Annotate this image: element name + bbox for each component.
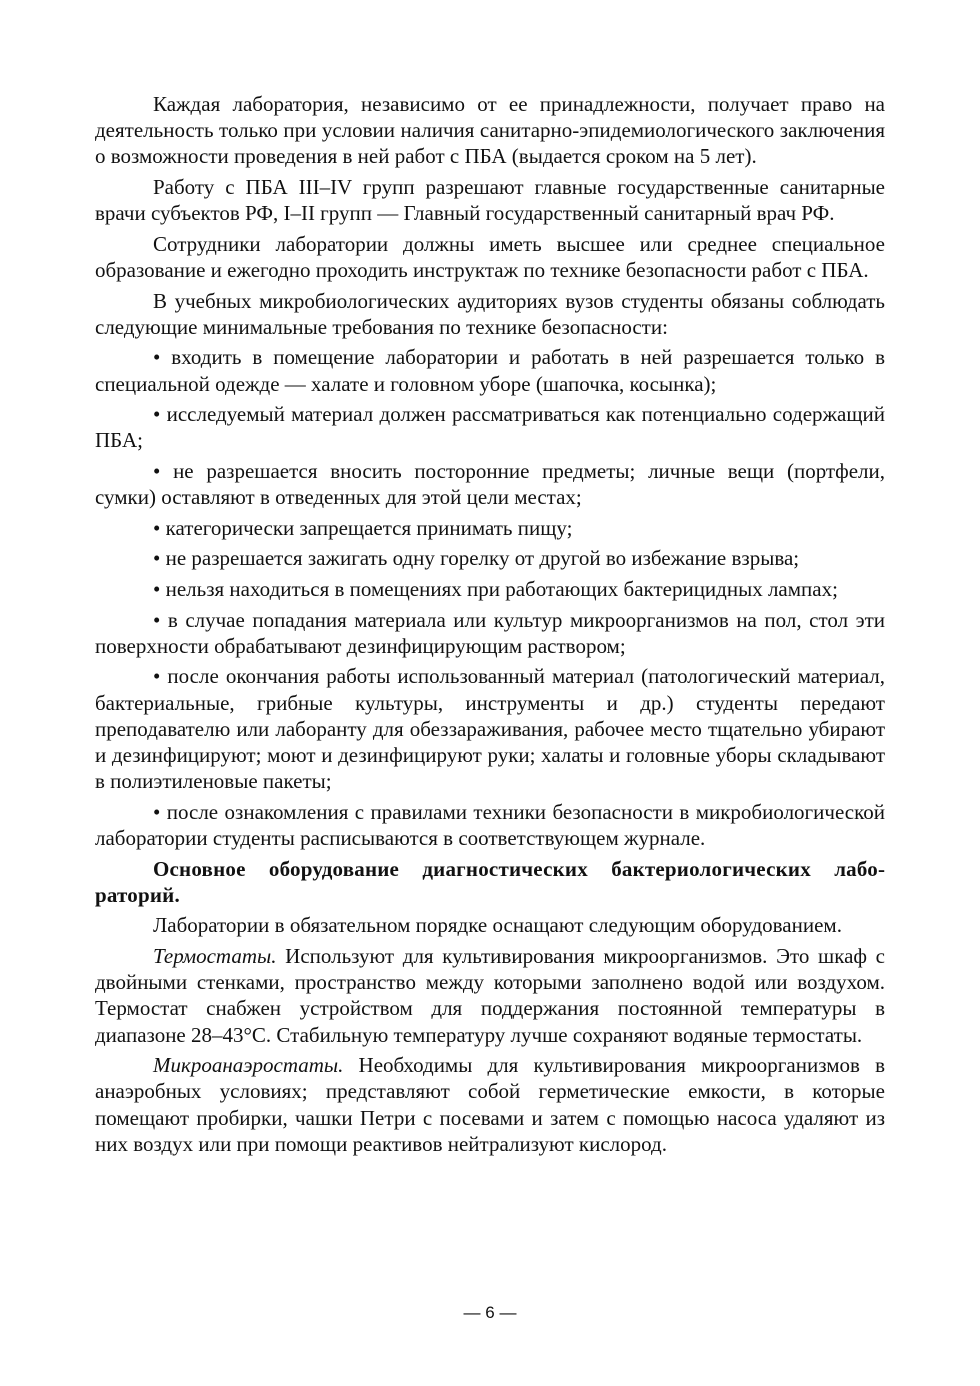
paragraph-laboratory-license: Каждая лаборатория, независимо от ее принадлежности, получает право на деятельность только при условии наличия санитарно-эпидемиологического заключения о возможности проведения в ней работ с ПБА (выдается сроком на 5 лет). <box>95 92 885 169</box>
thermostats-description: Используют для культивирования микроорганизмов. Это шкаф с двойными стенками, пространство между которыми заполнено водой или воздухом. Термостат снабжен устройством для поддержания постоянной температуры в диапазоне 28–43°С. Стабильную температуру лучше сохраняют водяные термостаты. <box>95 943 885 1047</box>
list-item: • после окончания работы использованный материал (патологический материал, бактериальные, грибные культуры, инструменты и др.) студенты передают преподавателю или лаборанту для обеззараживания, рабочее место тщательно убирают и дезинфицируют; моют и дезинфицируют руки; халаты и головные уборы складывают в полиэтиленовые пакеты; <box>95 664 885 794</box>
list-item: • исследуемый материал должен рассматриваться как потенциально содержащий ПБА; <box>95 402 885 453</box>
paragraph-thermostats <box>95 943 885 1048</box>
list-item: • входить в помещение лаборатории и работать в ней разрешается только в специальной одежде — халате и головном уборе (шапочка, косынка); <box>95 345 885 396</box>
paragraph-student-requirements: В учебных микробиологических аудиториях вузов студенты обязаны соблюдать следующие минимальные требования по технике безопасности: <box>95 288 885 339</box>
list-item: • нельзя находиться в помещениях при работающих бактерицидных лампах; <box>153 576 838 601</box>
term-thermostats: Термостаты. <box>153 943 277 968</box>
list-item: • в случае попадания материала или культур микроорганизмов на пол, стол эти поверхности обрабатывают дезинфицирующим раствором; <box>95 607 885 658</box>
paragraph-pba-groups: Работу с ПБА III–IV групп разрешают главные государственные санитарные врачи субъектов РФ, I–II групп — Главный государственный санитарный врач РФ. <box>95 175 885 226</box>
microanaerostats-description: Необходимы для культивирования микроорганизмов в анаэробных условиях; представляют собой герметические емкости, в которые помещают пробирки, чашки Петри с посевами и затем с помощью насоса удаляют из них воздух или при помощи реактивов нейтрализуют кислород. <box>95 1053 885 1156</box>
list-item: • не разрешается зажигать одну горелку от другой во избежание взрыва; <box>153 546 800 571</box>
page-number: — 6 — <box>463 1303 517 1322</box>
section-heading: Основное оборудование диагностических бактериологических лабораторий. <box>95 856 885 907</box>
term-microanaerostats: Микроанаэростаты. <box>153 1053 344 1078</box>
list-item: • после ознакомления с правилами техники безопасности в микробиологической лаборатории студенты расписываются в соответствующем журнале. <box>95 799 885 850</box>
list-item: • не разрешается вносить посторонние предметы; личные вещи (портфели, сумки) оставляют в отведенных для этой цели местах; <box>95 458 885 510</box>
list-item: • категорически запрещается принимать пищу; <box>153 515 573 540</box>
paragraph-staff-education: Сотрудники лаборатории должны иметь высшее или среднее специальное образование и ежегодно проходить инструктаж по технике безопасности работ с ПБА. <box>95 231 885 282</box>
document-page <box>95 91 885 1161</box>
paragraph-equipment-intro: Лаборатории в обязательном порядке оснащают следующим оборудованием. <box>153 913 842 938</box>
paragraph-microanaerostats <box>95 1052 885 1157</box>
